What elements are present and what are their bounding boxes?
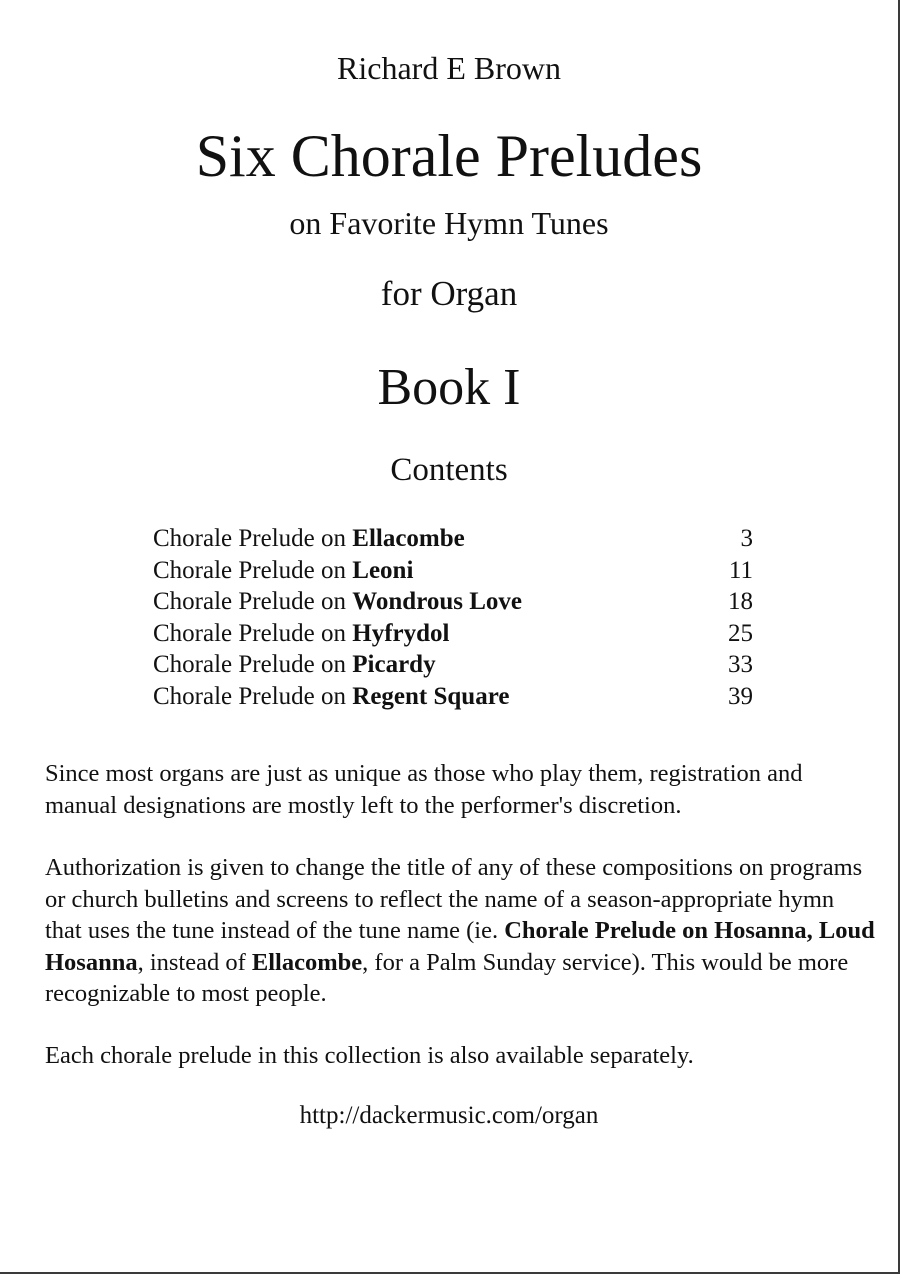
toc-entry-page: 25 <box>728 619 753 647</box>
toc-entry <box>153 618 773 650</box>
collection-subtitle: on Favorite Hymn Tunes <box>289 205 609 241</box>
toc-entry <box>153 523 773 555</box>
contents-heading: Contents <box>390 452 508 488</box>
toc-entry-page: 11 <box>728 556 753 584</box>
toc-entry-prefix: Chorale Prelude on <box>153 651 347 678</box>
toc-entry-page: 3 <box>740 525 753 552</box>
toc-entry-page: 39 <box>728 682 753 710</box>
toc-entry-tune: Leoni <box>352 556 414 584</box>
authorization-middle: , instead of <box>137 948 252 976</box>
website-url: http://dackermusic.com/organ <box>299 1102 599 1129</box>
authorization-end: , for a Palm Sunday service). This would be more recognizable to most people. <box>45 948 849 1007</box>
toc-entry-prefix: Chorale Prelude on <box>153 525 347 552</box>
example-title: Chorale Prelude on Hosanna, Loud Hosanna <box>45 917 875 976</box>
toc-entry <box>153 649 773 681</box>
authorization-intro: Authorization is given to change the title of any of these compositions on programs or church bulletins and screens to reflect the name of a season-appropriate hymn that uses the tune instead of the tune name (ie. <box>45 854 863 944</box>
toc-entry-page: 33 <box>728 651 753 678</box>
toc-entry-prefix: Chorale Prelude on <box>153 556 347 584</box>
toc-entry-prefix: Chorale Prelude on <box>153 588 347 615</box>
author-name: Richard E Brown <box>337 50 561 86</box>
instrument-label: for Organ <box>380 274 518 313</box>
collection-title: Six Chorale Preludes <box>195 123 703 189</box>
registration-note: Since most organs are just as unique as those who play them, registration and manual designations are mostly left to the performer's discretion. <box>45 760 803 819</box>
toc-entry-tune: Picardy <box>352 651 436 678</box>
toc-entry-tune: Hyfrydol <box>352 619 450 647</box>
availability-note: Each chorale prelude in this collection is also available separately. <box>45 1042 694 1069</box>
toc-entry <box>153 555 773 587</box>
toc-entry-tune: Wondrous Love <box>352 588 522 615</box>
toc-entry-tune: Regent Square <box>352 682 510 710</box>
toc-entry <box>153 681 773 713</box>
toc-entry-tune: Ellacombe <box>352 525 465 552</box>
example-tune: Ellacombe <box>251 948 363 976</box>
book-number: Book I <box>377 359 521 416</box>
toc-entry-prefix: Chorale Prelude on <box>153 619 347 647</box>
toc-entry <box>153 586 773 618</box>
authorization-note <box>45 852 875 1010</box>
table-of-contents <box>153 523 773 712</box>
toc-entry-page: 18 <box>728 588 753 615</box>
toc-entry-prefix: Chorale Prelude on <box>153 682 347 710</box>
